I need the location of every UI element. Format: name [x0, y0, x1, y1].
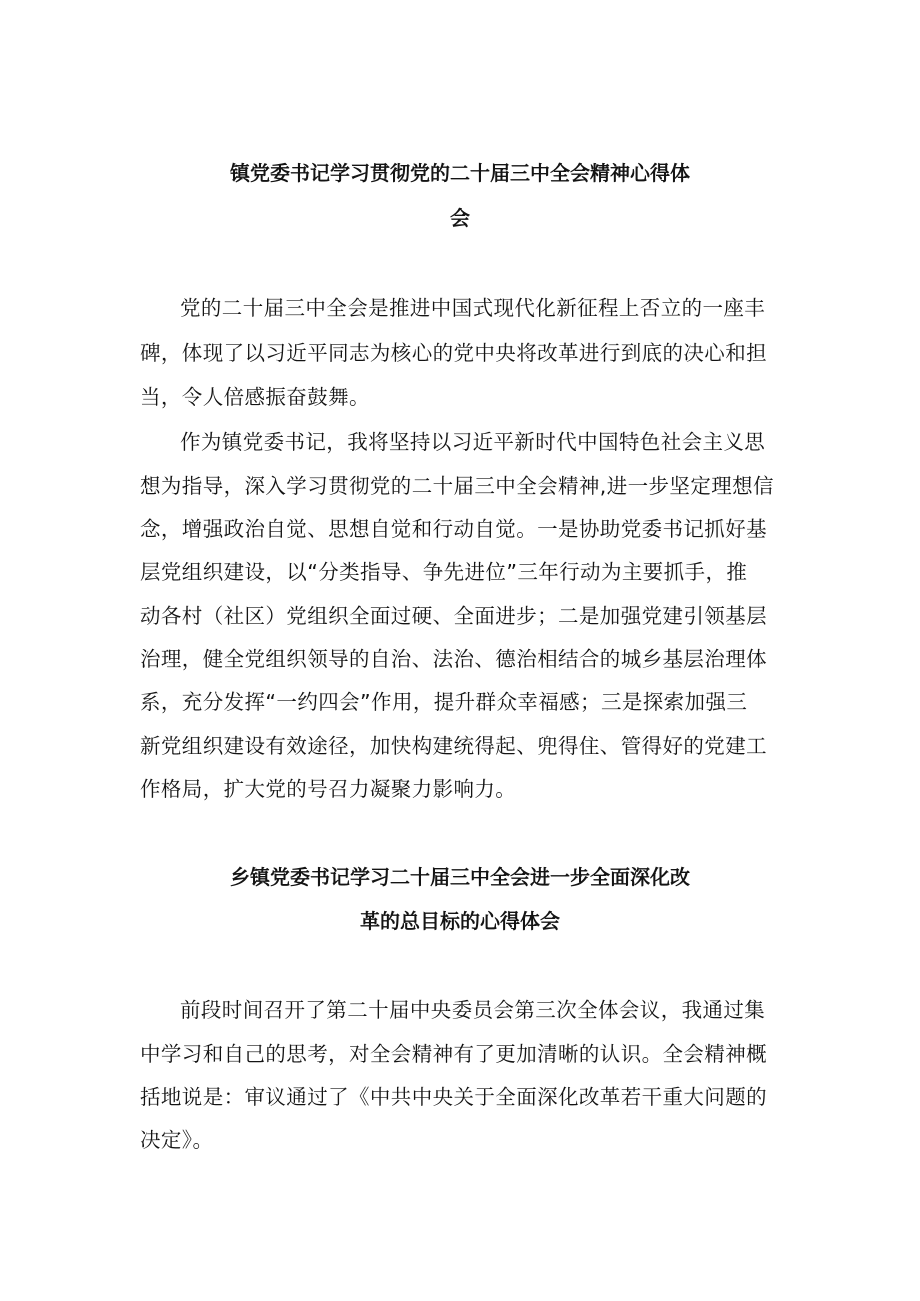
paragraph-line: 括地说是：审议通过了《中共中央关于全面深化改革若干重大问题的 — [140, 1085, 767, 1109]
paragraph-line: 前段时间召开了第二十届中央委员会第三次全体会议，我通过集 — [180, 998, 766, 1022]
section-2-title-line-1: 乡镇党委书记学习二十届三中全会进一步全面深化改 — [230, 865, 690, 889]
paragraph-line: 新党组织建设有效途径，加快构建统得起、兜得住、管得好的党建工 — [140, 734, 767, 758]
paragraph-line: 层党组织建设，以“分类指导、争先进位”三年行动为主要抓手，推 — [140, 560, 748, 584]
paragraph-line: 当，令人倍感振奋鼓舞。 — [140, 385, 370, 409]
paragraph-line: 决定》。 — [140, 1128, 214, 1152]
section-2-title-line-2: 革的总目标的心得体会 — [360, 909, 560, 933]
paragraph-line: 系，充分发挥“一约四会”作用，提升群众幸福感；三是探索加强三 — [140, 690, 748, 714]
section-1-title-line-1: 镇党委书记学习贯彻党的二十届三中全会精神心得体 — [230, 161, 690, 185]
paragraph-line: 党的二十届三中全会是推进中国式现代化新征程上否立的一座丰 — [180, 296, 766, 320]
paragraph-line: 想为指导，深入学习贯彻党的二十届三中全会精神,进一步坚定理想信 — [140, 474, 774, 498]
paragraph-line: 中学习和自己的思考，对全会精神有了更加清晰的认识。全会精神概 — [140, 1042, 767, 1066]
paragraph-line: 碑，体现了以习近平同志为核心的党中央将改革进行到底的决心和担 — [140, 341, 767, 365]
paragraph-line: 治理，健全党组织领导的自治、法治、德治相结合的城乡基层治理体 — [140, 647, 767, 671]
paragraph-line: 作为镇党委书记，我将坚持以习近平新时代中国特色社会主义思 — [180, 430, 766, 454]
paragraph-line: 作格局，扩大党的号召力凝聚力影响力。 — [140, 777, 517, 801]
section-1-title-line-2: 会 — [450, 206, 470, 230]
paragraph-line: 动各村（社区）党组织全面过硬、全面进步；二是加强党建引领基层 — [140, 604, 767, 628]
paragraph-line: 念，增强政治自觉、思想自觉和行动自觉。一是协助党委书记抓好基 — [140, 517, 767, 541]
